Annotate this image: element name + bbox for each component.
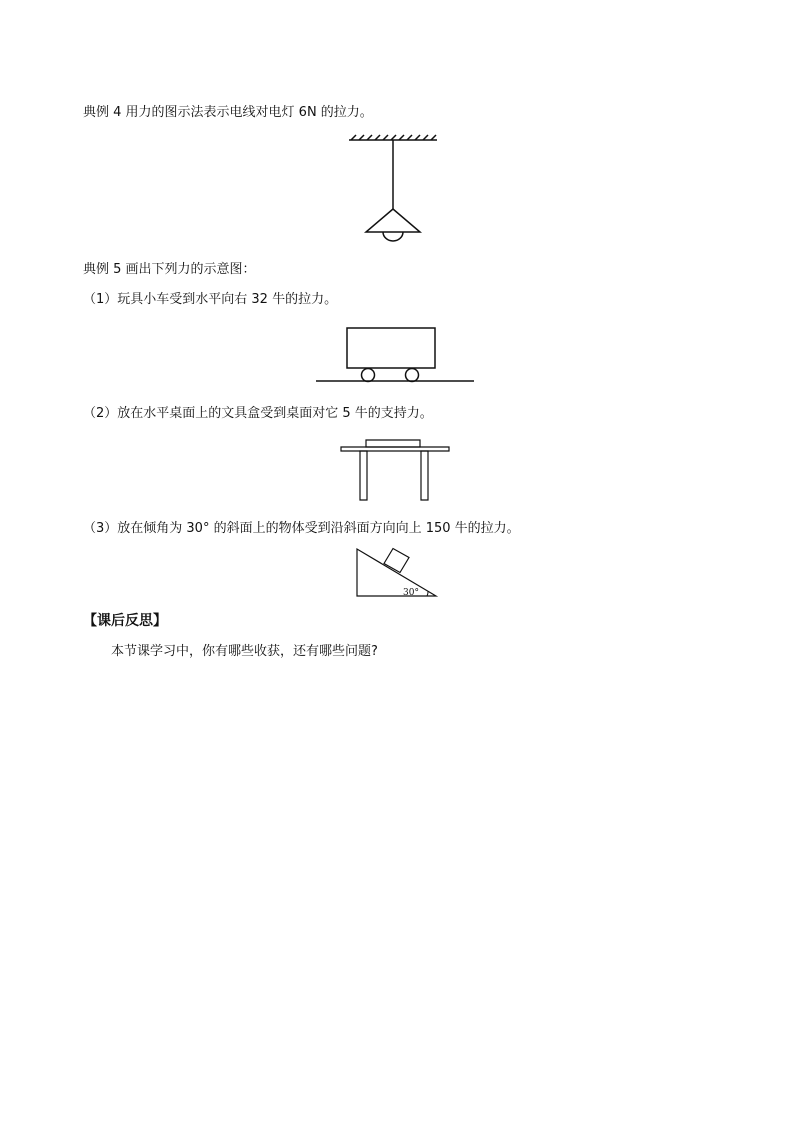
angle-label: 30°	[403, 588, 419, 598]
desk-top	[341, 447, 449, 451]
car-wheel-right	[406, 369, 419, 382]
lamp-bulb	[383, 232, 403, 241]
example5-item-3: （3）放在倾角为 30° 的斜面上的物体受到沿斜面方向向上 150 牛的拉力。	[83, 521, 520, 536]
ceiling	[349, 135, 437, 140]
lamp-shade	[366, 209, 420, 232]
incline-figure	[352, 546, 440, 600]
reflection-prompt: 本节课学习中，你有哪些收获，还有哪些问题?	[111, 644, 378, 659]
incline-triangle	[357, 549, 436, 596]
desk-leg-left	[360, 451, 367, 500]
desk-leg-right	[421, 451, 428, 500]
car-wheel-left	[362, 369, 375, 382]
angle-arc	[427, 592, 428, 597]
example5-item-2: （2）放在水平桌面上的文具盒受到桌面对它 5 牛的支持力。	[83, 406, 433, 421]
example5-item-1: （1）玩具小车受到水平向右 32 牛的拉力。	[83, 292, 338, 307]
example5-text: 典例 5 画出下列力的示意图：	[83, 262, 256, 277]
car-body	[347, 328, 435, 368]
toy-car-figure	[314, 326, 476, 384]
reflection-heading: 【课后反思】	[83, 613, 167, 629]
desk-figure	[338, 439, 452, 503]
hanging-lamp-figure	[345, 134, 441, 246]
incline-block	[384, 549, 409, 573]
example4-text: 典例 4 用力的图示法表示电线对电灯 6N 的拉力。	[83, 105, 373, 120]
pencil-case	[366, 440, 420, 447]
